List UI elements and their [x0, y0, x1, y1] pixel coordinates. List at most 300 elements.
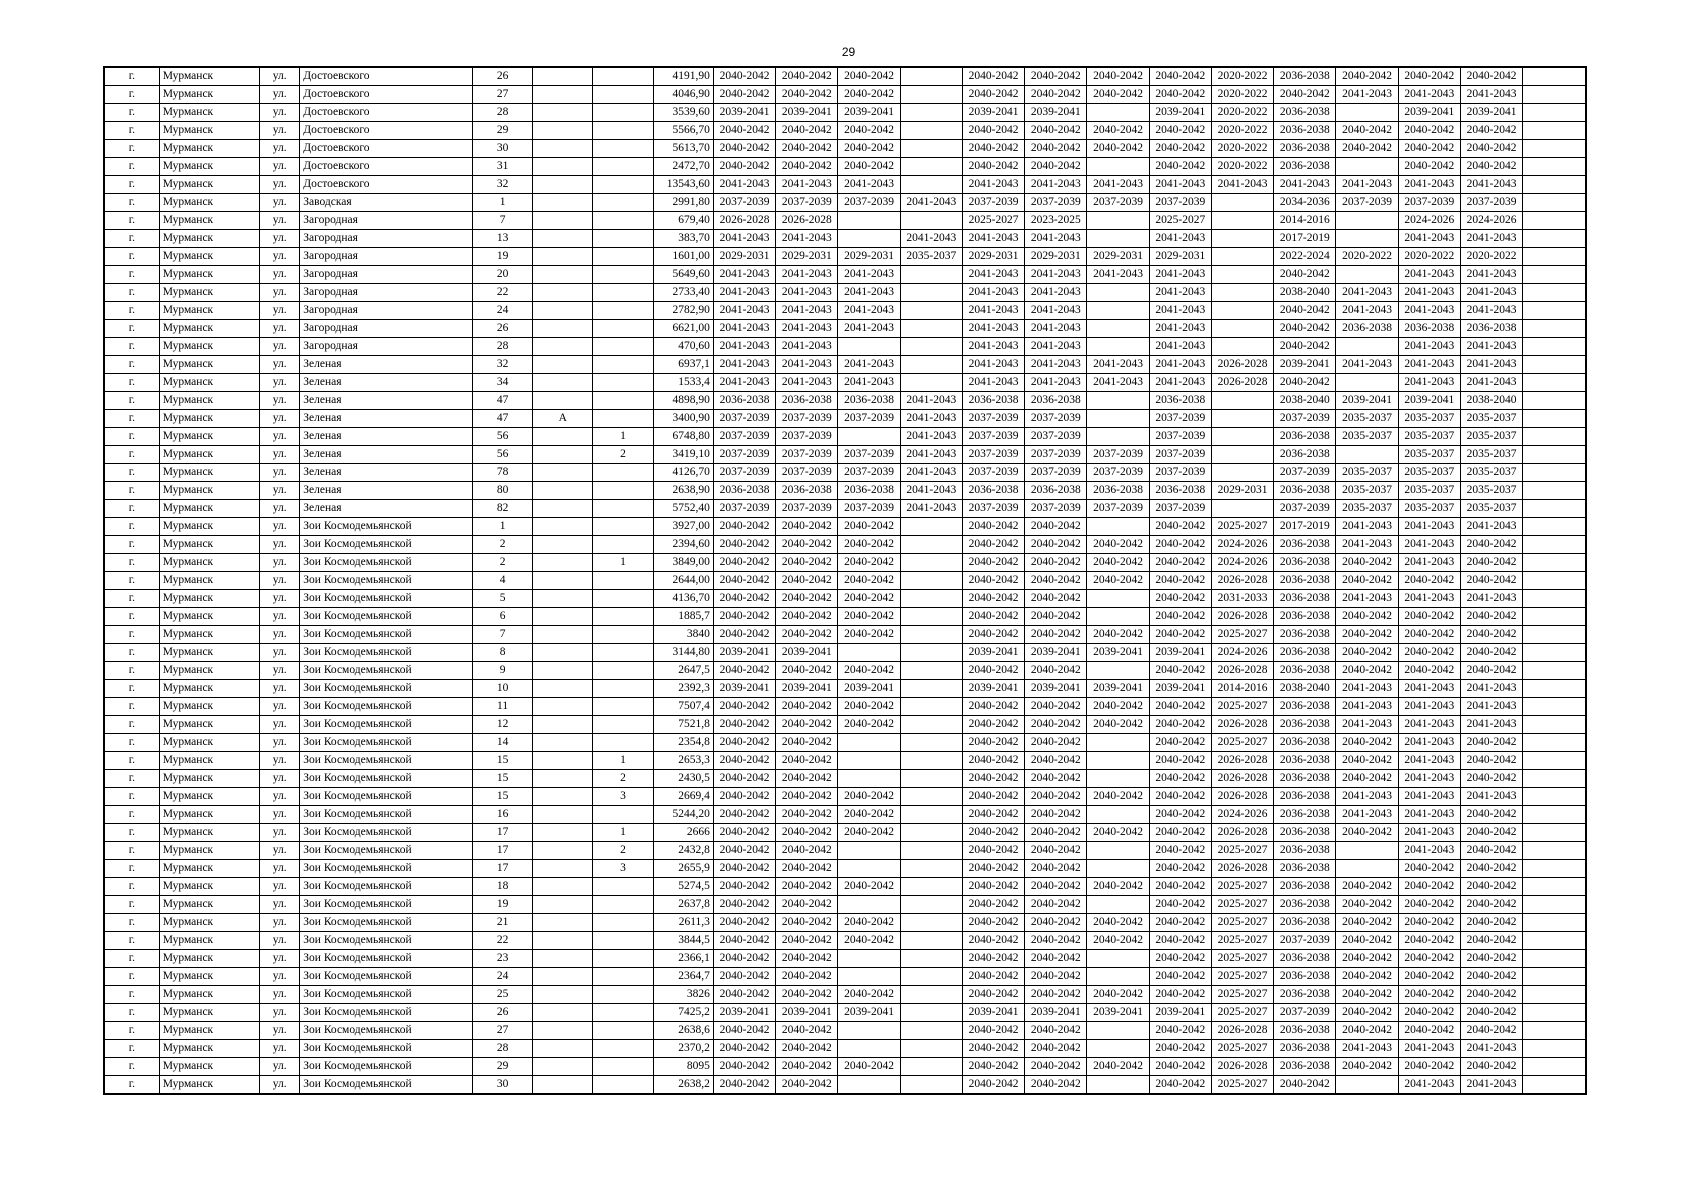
empty-cell	[1523, 626, 1586, 644]
table-cell	[838, 644, 900, 662]
table-cell	[838, 1040, 900, 1058]
table-cell: 2025-2027	[1149, 212, 1211, 230]
table-row	[104, 86, 1586, 104]
table-cell	[593, 680, 653, 698]
table-cell	[533, 1058, 593, 1076]
table-cell: 2035-2037	[1460, 500, 1522, 518]
table-cell	[1211, 284, 1273, 302]
table-cell: Зои Космодемьянской	[300, 1076, 473, 1095]
table-cell: 2037-2039	[1087, 464, 1149, 482]
table-cell	[533, 662, 593, 680]
table-cell: 2040-2042	[962, 788, 1024, 806]
table-cell: 2035-2037	[1460, 428, 1522, 446]
table-row	[104, 536, 1586, 554]
table-cell: Мурманск	[159, 356, 259, 374]
table-cell: Достоевского	[300, 122, 473, 140]
table-cell: 2037-2039	[962, 194, 1024, 212]
table-cell: 2037-2039	[1274, 464, 1336, 482]
table-cell: 2041-2043	[1398, 554, 1460, 572]
table-cell: ул.	[260, 212, 300, 230]
table-cell: 2037-2039	[776, 194, 838, 212]
table-cell	[1087, 212, 1149, 230]
table-cell: ул.	[260, 824, 300, 842]
table-cell: 2040-2042	[1025, 608, 1087, 626]
table-cell: Мурманск	[159, 878, 259, 896]
table-cell: 27	[472, 1022, 532, 1040]
table-cell: 3	[593, 788, 653, 806]
table-cell: 2040-2042	[838, 788, 900, 806]
table-cell: 2041-2043	[1398, 374, 1460, 392]
table-cell: 24	[472, 302, 532, 320]
table-cell: ул.	[260, 932, 300, 950]
table-cell: г.	[104, 1058, 159, 1076]
table-cell: 2040-2042	[1398, 67, 1460, 86]
table-cell: 2036-2038	[1274, 1058, 1336, 1076]
empty-cell	[1523, 860, 1586, 878]
table-cell: г.	[104, 770, 159, 788]
table-cell: 21	[472, 914, 532, 932]
table-cell: 2037-2039	[1025, 500, 1087, 518]
table-cell: 2040-2042	[1398, 644, 1460, 662]
table-cell: Мурманск	[159, 230, 259, 248]
table-cell: 2040-2042	[838, 536, 900, 554]
table-row	[104, 1022, 1586, 1040]
table-cell: 2037-2039	[776, 428, 838, 446]
table-cell: 2041-2043	[713, 284, 775, 302]
table-cell	[1336, 266, 1398, 284]
table-cell: 2041-2043	[1398, 1076, 1460, 1095]
table-cell	[900, 536, 962, 554]
table-cell: 2040-2042	[776, 518, 838, 536]
table-cell: 2040-2042	[838, 626, 900, 644]
table-cell: Мурманск	[159, 482, 259, 500]
table-cell: 2041-2043	[1460, 374, 1522, 392]
table-cell: 2040-2042	[1025, 932, 1087, 950]
table-cell: 2040-2042	[962, 842, 1024, 860]
table-cell: 2036-2038	[1274, 428, 1336, 446]
table-row	[104, 878, 1586, 896]
table-cell	[593, 1022, 653, 1040]
table-cell: 2037-2039	[713, 410, 775, 428]
table-cell: 2040-2042	[776, 140, 838, 158]
table-cell	[533, 860, 593, 878]
table-cell: 4126,70	[653, 464, 713, 482]
table-cell: 2041-2043	[1460, 338, 1522, 356]
table-cell	[1087, 734, 1149, 752]
table-cell: 82	[472, 500, 532, 518]
table-cell: г.	[104, 734, 159, 752]
table-cell: 2040-2042	[776, 770, 838, 788]
table-cell: 2020-2022	[1211, 86, 1273, 104]
table-cell: 2040-2042	[1087, 788, 1149, 806]
table-cell: г.	[104, 518, 159, 536]
table-cell: 2	[593, 770, 653, 788]
table-cell: 2039-2041	[962, 644, 1024, 662]
table-cell: 2024-2026	[1398, 212, 1460, 230]
table-cell	[1211, 410, 1273, 428]
table-cell: 2040-2042	[776, 1040, 838, 1058]
table-cell	[1211, 446, 1273, 464]
table-cell: 8095	[653, 1058, 713, 1076]
table-row	[104, 752, 1586, 770]
table-cell: Мурманск	[159, 122, 259, 140]
table-cell: 2041-2043	[1398, 842, 1460, 860]
table-cell: Мурманск	[159, 914, 259, 932]
empty-cell	[1523, 67, 1586, 86]
table-cell: Зои Космодемьянской	[300, 788, 473, 806]
table-cell: 15	[472, 770, 532, 788]
table-cell: 2020-2022	[1211, 158, 1273, 176]
table-cell: 2040-2042	[1149, 698, 1211, 716]
table-cell: г.	[104, 158, 159, 176]
table-cell: Мурманск	[159, 662, 259, 680]
table-cell: 2040-2042	[713, 986, 775, 1004]
table-cell: 2040-2042	[1025, 716, 1087, 734]
empty-cell	[1523, 680, 1586, 698]
table-cell: 2040-2042	[1087, 122, 1149, 140]
table-cell: 2040-2042	[1025, 554, 1087, 572]
empty-cell	[1523, 734, 1586, 752]
table-cell: 2041-2043	[1398, 770, 1460, 788]
table-cell: 32	[472, 356, 532, 374]
table-cell: 2040-2042	[1460, 608, 1522, 626]
table-cell	[1336, 104, 1398, 122]
table-cell: 2040-2042	[838, 824, 900, 842]
table-cell: 2040-2042	[713, 734, 775, 752]
table-cell: 56	[472, 428, 532, 446]
table-cell: ул.	[260, 1058, 300, 1076]
table-cell: 2647,5	[653, 662, 713, 680]
table-cell: 15	[472, 752, 532, 770]
table-cell: 2040-2042	[1460, 968, 1522, 986]
table-cell: 2040-2042	[1336, 752, 1398, 770]
table-cell: г.	[104, 860, 159, 878]
table-cell: Мурманск	[159, 320, 259, 338]
table-cell	[533, 986, 593, 1004]
table-cell: 2040-2042	[1398, 950, 1460, 968]
table-row	[104, 662, 1586, 680]
table-cell: 2039-2041	[1336, 392, 1398, 410]
table-cell	[593, 338, 653, 356]
table-cell: 2040-2042	[1149, 752, 1211, 770]
table-cell: 2041-2043	[1025, 302, 1087, 320]
table-cell: 2041-2043	[900, 230, 962, 248]
table-cell	[593, 806, 653, 824]
table-cell: 2026-2028	[1211, 374, 1273, 392]
table-cell: 2020-2022	[1398, 248, 1460, 266]
table-cell: 2040-2042	[1398, 572, 1460, 590]
table-cell	[533, 140, 593, 158]
table-cell: 2040-2042	[1149, 1076, 1211, 1095]
table-cell: 2040-2042	[1025, 986, 1087, 1004]
empty-cell	[1523, 446, 1586, 464]
table-cell: 2040-2042	[962, 518, 1024, 536]
table-cell: 7	[472, 212, 532, 230]
table-cell: 2040-2042	[1460, 536, 1522, 554]
table-cell: 2039-2041	[1274, 356, 1336, 374]
table-cell: 2041-2043	[1025, 266, 1087, 284]
table-cell: 47	[472, 410, 532, 428]
table-cell: 2040-2042	[1274, 1076, 1336, 1095]
table-cell: 2040-2042	[1460, 842, 1522, 860]
table-cell: г.	[104, 1022, 159, 1040]
table-row	[104, 374, 1586, 392]
table-row	[104, 860, 1586, 878]
table-cell: г.	[104, 374, 159, 392]
table-cell: 26	[472, 1004, 532, 1022]
table-cell	[1336, 860, 1398, 878]
table-cell	[1336, 158, 1398, 176]
table-cell: 2041-2043	[1398, 698, 1460, 716]
table-cell	[533, 428, 593, 446]
table-row	[104, 338, 1586, 356]
table-cell: 2041-2043	[962, 230, 1024, 248]
table-cell: 2040-2042	[776, 86, 838, 104]
table-cell: 25	[472, 986, 532, 1004]
table-row	[104, 356, 1586, 374]
table-cell	[593, 140, 653, 158]
table-cell: Мурманск	[159, 428, 259, 446]
table-cell: Достоевского	[300, 86, 473, 104]
empty-cell	[1523, 374, 1586, 392]
table-cell: ул.	[260, 626, 300, 644]
table-cell: 5566,70	[653, 122, 713, 140]
table-cell: 15	[472, 788, 532, 806]
table-cell: 2040-2042	[776, 698, 838, 716]
table-cell: 2041-2043	[1460, 680, 1522, 698]
table-cell: Мурманск	[159, 446, 259, 464]
table-cell: Загородная	[300, 338, 473, 356]
table-cell: 2040-2042	[1274, 302, 1336, 320]
table-cell	[593, 896, 653, 914]
table-cell: 2040-2042	[713, 590, 775, 608]
table-cell: 2024-2026	[1460, 212, 1522, 230]
table-cell: 2036-2038	[838, 392, 900, 410]
table-cell: Зеленая	[300, 464, 473, 482]
table-cell	[533, 392, 593, 410]
table-cell: 2040-2042	[1149, 1058, 1211, 1076]
table-cell: 2040-2042	[962, 1058, 1024, 1076]
table-cell: 2040-2042	[1398, 896, 1460, 914]
table-row	[104, 248, 1586, 266]
table-cell: 2025-2027	[1211, 950, 1273, 968]
table-cell	[533, 374, 593, 392]
table-cell	[593, 176, 653, 194]
table-cell	[1336, 374, 1398, 392]
table-cell: ул.	[260, 248, 300, 266]
empty-cell	[1523, 986, 1586, 1004]
table-cell: 2039-2041	[713, 680, 775, 698]
table-cell	[900, 932, 962, 950]
table-cell: 34	[472, 374, 532, 392]
table-cell: 2041-2043	[838, 356, 900, 374]
table-cell	[900, 338, 962, 356]
table-cell	[533, 518, 593, 536]
table-cell: 2040-2042	[1087, 140, 1149, 158]
table-cell: 2040-2042	[713, 1022, 775, 1040]
table-cell	[593, 158, 653, 176]
table-cell: ул.	[260, 698, 300, 716]
table-cell: 2037-2039	[1398, 194, 1460, 212]
table-cell: 2041-2043	[713, 374, 775, 392]
table-cell: 1	[593, 428, 653, 446]
table-cell: 2035-2037	[1398, 500, 1460, 518]
table-cell: 2020-2022	[1211, 104, 1273, 122]
table-cell: 2039-2041	[1087, 680, 1149, 698]
empty-cell	[1523, 662, 1586, 680]
table-cell: 2040-2042	[1398, 878, 1460, 896]
table-cell: 2040-2042	[1336, 770, 1398, 788]
table-cell: 2040-2042	[962, 122, 1024, 140]
table-cell: 2040-2042	[776, 878, 838, 896]
table-cell: 2029-2031	[1025, 248, 1087, 266]
table-cell: 3927,00	[653, 518, 713, 536]
table-cell: Зои Космодемьянской	[300, 914, 473, 932]
table-cell	[1087, 1040, 1149, 1058]
table-cell: 1	[472, 518, 532, 536]
table-cell: 2040-2042	[1460, 860, 1522, 878]
table-cell: 2041-2043	[1460, 518, 1522, 536]
table-cell: 2041-2043	[1025, 176, 1087, 194]
table-cell: 2035-2037	[1336, 428, 1398, 446]
table-row	[104, 122, 1586, 140]
table-cell: 2036-2038	[1274, 968, 1336, 986]
table-row	[104, 572, 1586, 590]
table-cell: 2040-2042	[1149, 1022, 1211, 1040]
table-cell: 2040-2042	[1087, 986, 1149, 1004]
table-cell: Мурманск	[159, 392, 259, 410]
table-cell: г.	[104, 572, 159, 590]
table-cell: 2041-2043	[900, 428, 962, 446]
table-cell	[533, 284, 593, 302]
table-cell: 2040-2042	[1025, 536, 1087, 554]
table-cell	[838, 770, 900, 788]
table-cell	[533, 590, 593, 608]
table-cell: Мурманск	[159, 86, 259, 104]
table-cell: 2040-2042	[1336, 824, 1398, 842]
table-cell: ул.	[260, 320, 300, 338]
table-cell: Мурманск	[159, 626, 259, 644]
table-cell: 2037-2039	[838, 410, 900, 428]
table-cell: г.	[104, 248, 159, 266]
table-cell: 2040-2042	[838, 698, 900, 716]
table-cell: 2037-2039	[1460, 194, 1522, 212]
empty-cell	[1523, 464, 1586, 482]
table-cell	[533, 536, 593, 554]
table-cell: Мурманск	[159, 824, 259, 842]
table-cell: Зеленая	[300, 500, 473, 518]
table-cell: 2040-2042	[1025, 860, 1087, 878]
table-cell: 2040-2042	[962, 698, 1024, 716]
table-cell	[593, 644, 653, 662]
table-cell: Загородная	[300, 248, 473, 266]
table-cell: ул.	[260, 896, 300, 914]
table-cell: 2041-2043	[962, 374, 1024, 392]
table-cell: 2039-2041	[1025, 104, 1087, 122]
table-cell: 2037-2039	[1025, 410, 1087, 428]
table-cell: 2036-2038	[1274, 878, 1336, 896]
table-cell: 2655,9	[653, 860, 713, 878]
table-cell: 22	[472, 932, 532, 950]
table-cell: Зои Космодемьянской	[300, 824, 473, 842]
empty-cell	[1523, 1040, 1586, 1058]
table-cell	[900, 1004, 962, 1022]
table-cell: 2040-2042	[1087, 536, 1149, 554]
table-row	[104, 410, 1586, 428]
table-cell: 2040-2042	[962, 608, 1024, 626]
table-cell: 5	[472, 590, 532, 608]
table-cell: 2036-2038	[1274, 842, 1336, 860]
table-cell: 2040-2042	[713, 806, 775, 824]
table-cell	[1087, 590, 1149, 608]
table-cell: 24	[472, 968, 532, 986]
table-cell: 2040-2042	[962, 716, 1024, 734]
table-cell: Мурманск	[159, 860, 259, 878]
table-cell: 5613,70	[653, 140, 713, 158]
table-cell: 2040-2042	[962, 770, 1024, 788]
table-cell: 6937,1	[653, 356, 713, 374]
table-cell	[1211, 428, 1273, 446]
table-cell: 2037-2039	[1274, 1004, 1336, 1022]
table-cell: 27	[472, 86, 532, 104]
table-cell: 2041-2043	[1211, 176, 1273, 194]
table-cell: 2041-2043	[1460, 302, 1522, 320]
table-cell: Мурманск	[159, 266, 259, 284]
table-cell: 1533,4	[653, 374, 713, 392]
table-cell: 2029-2031	[776, 248, 838, 266]
table-cell: 2040-2042	[1336, 968, 1398, 986]
table-cell: 2040-2042	[713, 1076, 775, 1095]
table-cell	[1087, 950, 1149, 968]
table-cell: 2040-2042	[1336, 950, 1398, 968]
table-cell: 28	[472, 104, 532, 122]
table-cell	[900, 122, 962, 140]
table-cell: Мурманск	[159, 194, 259, 212]
table-cell: 2370,2	[653, 1040, 713, 1058]
table-cell: 2040-2042	[1460, 986, 1522, 1004]
table-cell: 78	[472, 464, 532, 482]
table-cell: 2040-2042	[1398, 860, 1460, 878]
table-cell: 2040-2042	[962, 158, 1024, 176]
table-cell: Зои Космодемьянской	[300, 932, 473, 950]
table-cell: 2040-2042	[962, 572, 1024, 590]
table-cell: 2040-2042	[1398, 662, 1460, 680]
table-cell: Зои Космодемьянской	[300, 950, 473, 968]
table-cell: 2040-2042	[1149, 67, 1211, 86]
table-cell	[900, 176, 962, 194]
table-cell: г.	[104, 554, 159, 572]
table-cell: 2637,8	[653, 896, 713, 914]
table-cell: 2024-2026	[1211, 644, 1273, 662]
table-cell	[900, 644, 962, 662]
table-cell	[900, 716, 962, 734]
table-cell: 2036-2038	[1274, 1022, 1336, 1040]
table-cell: ул.	[260, 536, 300, 554]
empty-cell	[1523, 950, 1586, 968]
table-cell: 2031-2033	[1211, 590, 1273, 608]
table-cell: 2040-2042	[1025, 572, 1087, 590]
table-cell: 2040-2042	[776, 842, 838, 860]
table-cell: 2020-2022	[1211, 122, 1273, 140]
table-cell: 2040-2042	[713, 158, 775, 176]
table-cell: 2040-2042	[1274, 86, 1336, 104]
table-cell: 2041-2043	[962, 338, 1024, 356]
table-cell: 2037-2039	[962, 428, 1024, 446]
table-cell: 2041-2043	[900, 482, 962, 500]
table-cell: 1	[472, 194, 532, 212]
table-cell: 2014-2016	[1211, 680, 1273, 698]
table-cell	[1211, 230, 1273, 248]
